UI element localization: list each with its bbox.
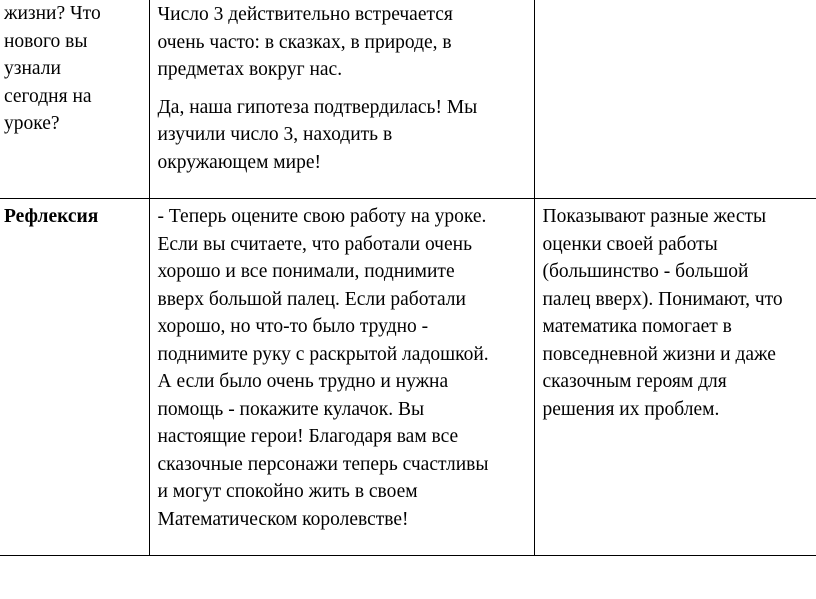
text-line: сказочным героям для (542, 371, 727, 392)
text-line: Математическом королевстве! (157, 508, 409, 530)
teacher-paragraph-1 (158, 1, 534, 84)
text-line: Показывают разные жесты (542, 206, 767, 227)
stage-cell-summary (0, 0, 149, 199)
text-line: жизни? Что (4, 3, 101, 24)
text-line: помощь - покажите кулачок. Вы (157, 398, 425, 420)
text-line: настоящие герои! Благодаря вам все (157, 426, 459, 447)
text-line: решения их проблем. (542, 398, 720, 420)
table-row-reflection (0, 199, 816, 556)
text-line: А если было очень трудно и нужна (157, 371, 449, 392)
text-line: хорошо и все понимали, поднимите (157, 261, 455, 282)
text-line: окружающем мире! (157, 151, 321, 173)
text-line: Да, наша гипотеза подтвердилась! Мы (157, 96, 478, 118)
stage-title-reflection: Рефлексия (4, 206, 99, 227)
text-line: Если вы считаете, что работали очень (157, 233, 472, 255)
text-line: математика помогает в (542, 316, 732, 337)
table-row-summary (0, 0, 816, 199)
text-line: и могут спокойно жить в своем (157, 481, 418, 502)
text-line: вверх большой палец. Если работали (157, 288, 466, 310)
text-line: хорошо, но что-то было трудно - (157, 316, 429, 337)
student-activity-cell-reflection (534, 199, 816, 556)
text-line: Число 3 действительно встречается (157, 4, 453, 25)
text-line: оценки своей работы (542, 233, 718, 255)
stage-cell-reflection (0, 199, 149, 556)
text-line: сегодня на (4, 85, 92, 107)
text-line: (большинство - большой (542, 261, 749, 282)
text-line: палец вверх). Понимают, что (542, 288, 783, 310)
teacher-activity-cell-summary (149, 0, 534, 199)
student-activity-cell-summary (534, 0, 816, 199)
text-line: - Теперь оцените свою работу на уроке. (157, 206, 487, 227)
text-line: повседневной жизни и даже (542, 343, 776, 365)
text-line: изучили число 3, находить в (157, 124, 393, 145)
teacher-paragraph-2 (158, 94, 534, 177)
text-line: очень часто: в сказках, в природе, в (157, 31, 452, 53)
text-line: предметах вокруг нас. (157, 59, 343, 80)
summary-question-text (4, 0, 149, 138)
text-line: нового вы (4, 30, 88, 52)
text-line: поднимите руку с раскрытой ладошкой. (157, 343, 489, 365)
teacher-activity-cell-reflection (149, 199, 534, 556)
text-line: сказочные персонажи теперь счастливы (157, 453, 489, 475)
text-line: узнали (4, 58, 61, 79)
text-line: уроке? (4, 113, 60, 134)
